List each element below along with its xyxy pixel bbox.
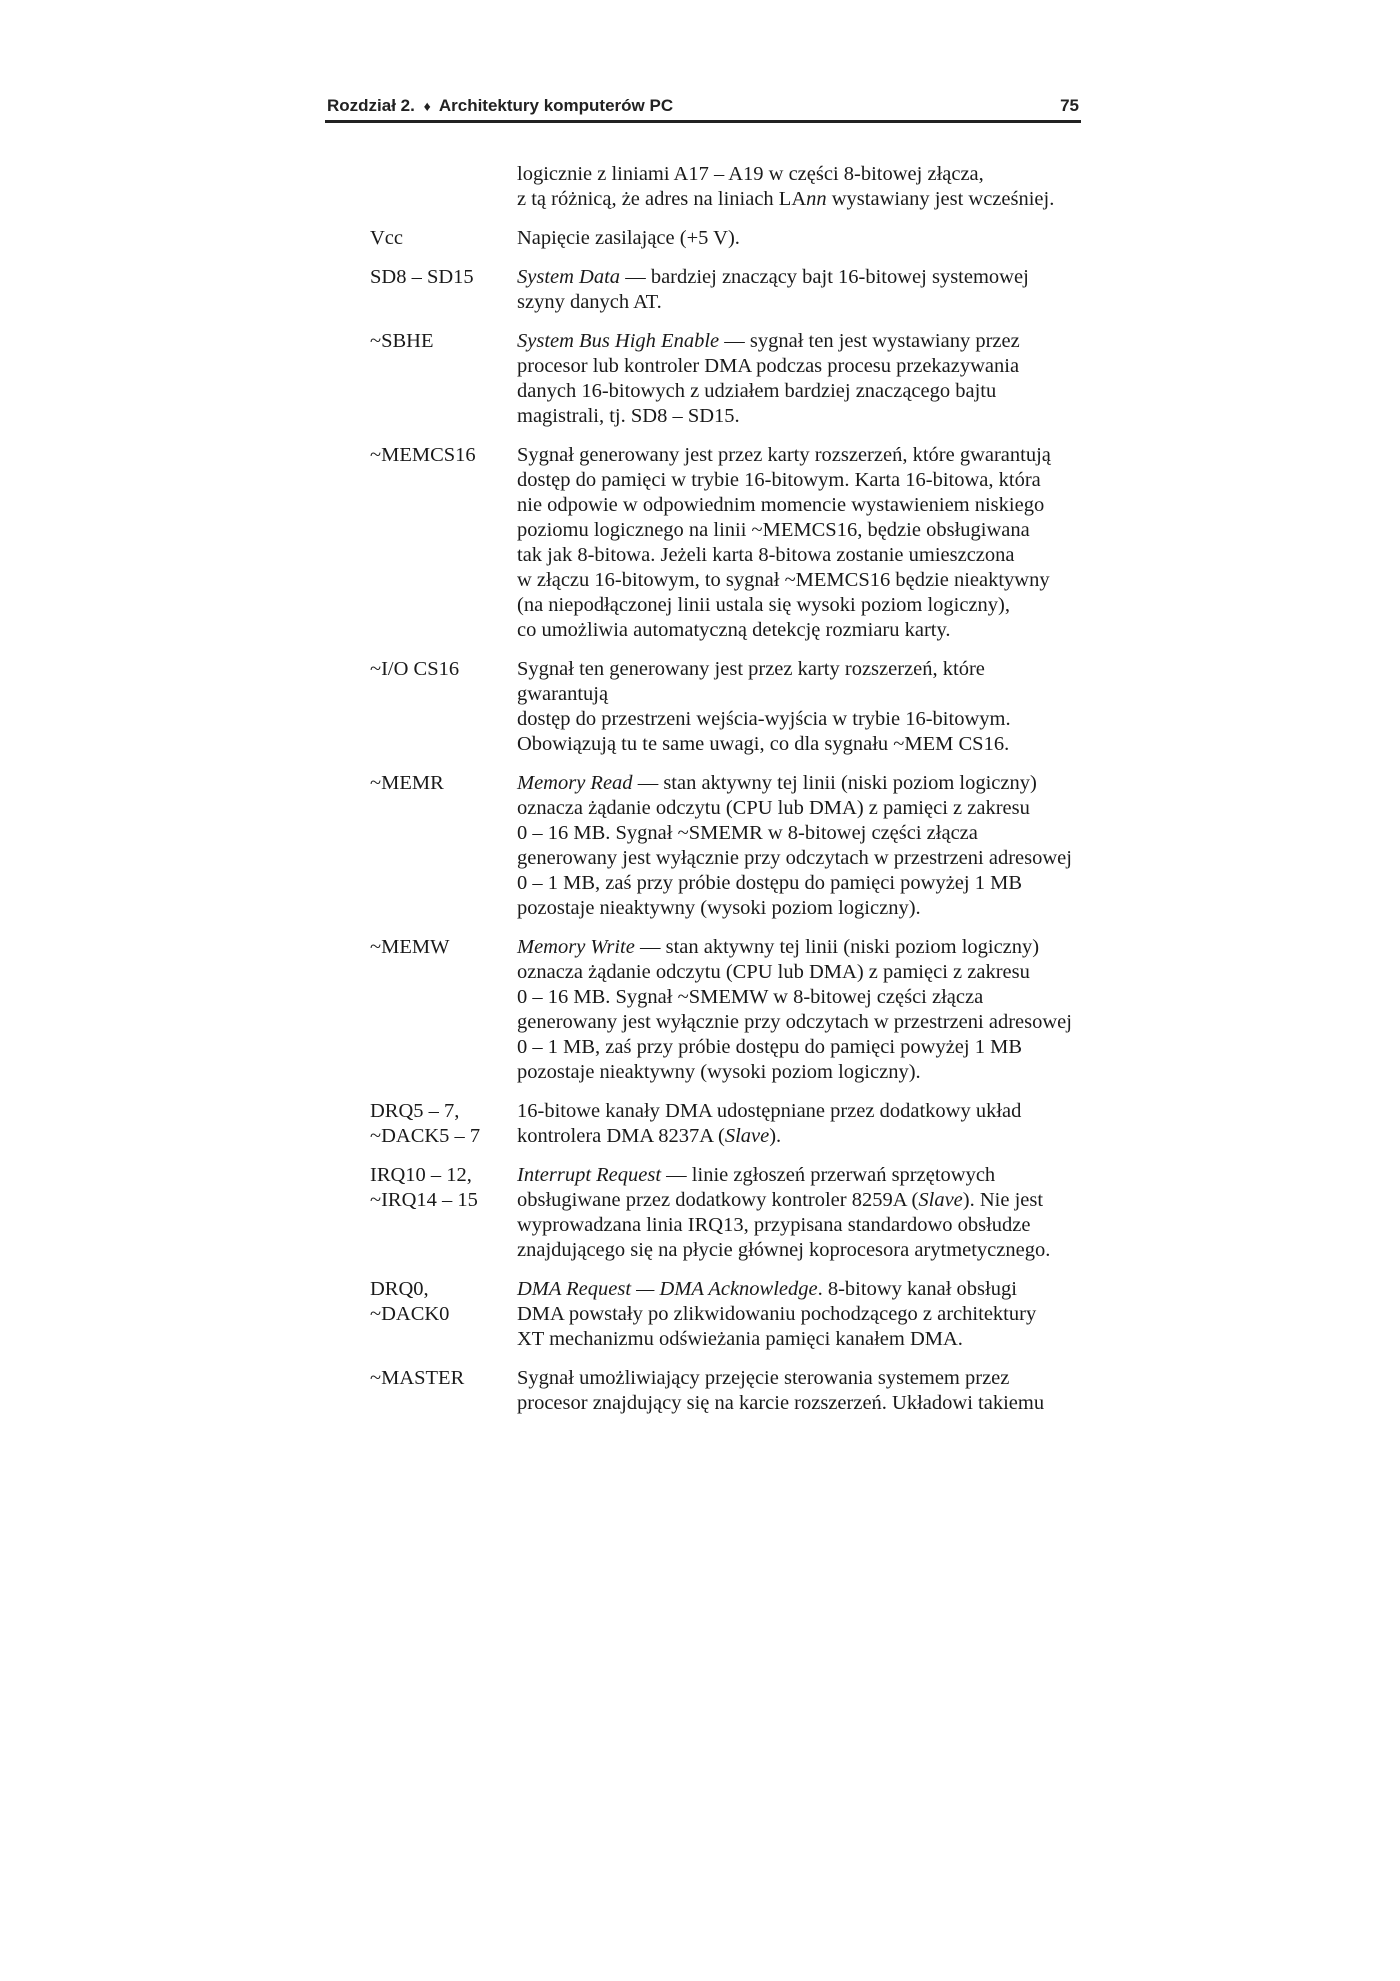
- description-line: [517, 493, 1080, 518]
- description-line: [517, 1366, 1080, 1391]
- signal-definition-list: [370, 162, 1080, 1430]
- text-run: dostęp do przestrzeni wejścia-wyjścia w trybie 16-bitowym.: [517, 708, 1011, 730]
- italic-text: Interrupt Request: [517, 1164, 662, 1186]
- signal-name-line: ~I/O CS16: [370, 658, 460, 680]
- description-line: [517, 468, 1080, 493]
- text-run: generowany jest wyłącznie przy odczytach w przestrzeni adresowej: [517, 1011, 1072, 1033]
- text-run: procesor znajdujący się na karcie rozszerzeń. Układowi takiemu: [517, 1392, 1045, 1414]
- signal-name: [370, 443, 517, 643]
- text-run: oznacza żądanie odczytu (CPU lub DMA) z pamięci z zakresu: [517, 961, 1030, 983]
- signal-entry: [370, 935, 1080, 1085]
- description-line: [517, 1060, 1080, 1085]
- signal-name: [370, 329, 517, 429]
- signal-description: [517, 226, 1080, 251]
- text-run: Sygnał generowany jest przez karty rozszerzeń, które gwarantują: [517, 444, 1051, 466]
- text-run: generowany jest wyłącznie przy odczytach w przestrzeni adresowej: [517, 847, 1072, 869]
- description-line: [517, 329, 1080, 354]
- description-line: [517, 1238, 1080, 1263]
- signal-entry: [370, 162, 1080, 212]
- description-line: [517, 796, 1080, 821]
- text-run: z tą różnicą, że adres na liniach LA: [517, 188, 807, 210]
- text-run: wystawiany jest wcześniej.: [826, 188, 1055, 210]
- signal-name-line: ~DACK5 – 7: [370, 1125, 481, 1147]
- signal-description: [517, 935, 1080, 1085]
- description-line: [517, 568, 1080, 593]
- signal-name: [370, 657, 517, 757]
- description-line: [517, 1163, 1080, 1188]
- signal-name-line: ~DACK0: [370, 1303, 450, 1325]
- text-run: pozostaje nieaktywny (wysoki poziom logiczny).: [517, 897, 921, 919]
- signal-description: [517, 1163, 1080, 1263]
- signal-name-line: SD8 – SD15: [370, 266, 474, 288]
- diamond-icon: ♦: [423, 98, 431, 114]
- description-line: [517, 960, 1080, 985]
- running-header: [327, 96, 673, 116]
- description-line: [517, 1099, 1080, 1124]
- signal-description: [517, 443, 1080, 643]
- text-run: — sygnał ten jest wystawiany przez: [719, 330, 1020, 352]
- text-run: wyprowadzana linia IRQ13, przypisana standardowo obsłudze: [517, 1214, 1031, 1236]
- text-run: Sygnał ten generowany jest przez karty rozszerzeń, które gwarantują: [517, 658, 985, 705]
- signal-name-line: DRQ5 – 7,: [370, 1100, 460, 1122]
- text-run: 0 – 16 MB. Sygnał ~SMEMW w 8-bitowej części złącza: [517, 986, 984, 1008]
- signal-name-line: ~SBHE: [370, 330, 434, 352]
- description-line: [517, 162, 1080, 187]
- description-line: [517, 226, 1080, 251]
- text-run: poziomu logicznego na linii ~MEMCS16, będzie obsługiwana: [517, 519, 1030, 541]
- signal-name: [370, 935, 517, 1085]
- description-line: [517, 404, 1080, 429]
- description-line: [517, 354, 1080, 379]
- text-run: kontrolera DMA 8237A (: [517, 1125, 725, 1147]
- description-line: [517, 935, 1080, 960]
- description-line: [517, 1010, 1080, 1035]
- text-run: nie odpowie w odpowiednim momencie wystawieniem niskiego: [517, 494, 1045, 516]
- description-line: [517, 657, 1080, 707]
- signal-name-line: ~MEMR: [370, 772, 444, 794]
- signal-name-line: ~MEMCS16: [370, 444, 476, 466]
- description-line: [517, 821, 1080, 846]
- text-run: w złączu 16-bitowym, to sygnał ~MEMCS16 będzie nieaktywny: [517, 569, 1050, 591]
- text-run: 0 – 1 MB, zaś przy próbie dostępu do pamięci powyżej 1 MB: [517, 872, 1023, 894]
- text-run: oznacza żądanie odczytu (CPU lub DMA) z pamięci z zakresu: [517, 797, 1030, 819]
- italic-text: DMA Request — DMA Acknowledge: [517, 1278, 818, 1300]
- description-line: [517, 771, 1080, 796]
- text-run: logicznie z liniami A17 – A19 w części 8-bitowej złącza,: [517, 163, 984, 185]
- signal-name: [370, 265, 517, 315]
- signal-entry: [370, 771, 1080, 921]
- text-run: Obowiązują tu te same uwagi, co dla sygnału ~MEM CS16.: [517, 733, 1010, 755]
- description-line: [517, 1188, 1080, 1213]
- signal-name-line: DRQ0,: [370, 1278, 429, 1300]
- signal-name-line: ~IRQ14 – 15: [370, 1189, 478, 1211]
- text-run: Napięcie zasilające (+5 V).: [517, 227, 740, 249]
- text-run: pozostaje nieaktywny (wysoki poziom logiczny).: [517, 1061, 921, 1083]
- description-line: [517, 1302, 1080, 1327]
- signal-description: [517, 162, 1080, 212]
- italic-text: Memory Write: [517, 936, 635, 958]
- signal-name: [370, 1163, 517, 1263]
- signal-description: [517, 771, 1080, 921]
- text-run: 0 – 16 MB. Sygnał ~SMEMR w 8-bitowej części złącza: [517, 822, 978, 844]
- text-run: 0 – 1 MB, zaś przy próbie dostępu do pamięci powyżej 1 MB: [517, 1036, 1023, 1058]
- description-line: [517, 543, 1080, 568]
- signal-name: [370, 1366, 517, 1416]
- signal-name: [370, 162, 517, 212]
- description-line: [517, 1277, 1080, 1302]
- signal-description: [517, 1366, 1080, 1416]
- signal-name-line: Vcc: [370, 227, 404, 249]
- description-line: [517, 1391, 1080, 1416]
- description-line: [517, 593, 1080, 618]
- description-line: [517, 871, 1080, 896]
- description-line: [517, 187, 1080, 212]
- text-run: znajdującego się na płycie głównej koprocesora arytmetycznego.: [517, 1239, 1051, 1261]
- description-line: [517, 732, 1080, 757]
- signal-description: [517, 1099, 1080, 1149]
- italic-text: Slave: [724, 1125, 770, 1147]
- page-number: 75: [1060, 96, 1079, 115]
- description-line: [517, 290, 1080, 315]
- signal-description: [517, 1277, 1080, 1352]
- signal-entry: [370, 329, 1080, 429]
- italic-text: nn: [806, 188, 827, 210]
- description-line: [517, 1327, 1080, 1352]
- signal-description: [517, 329, 1080, 429]
- signal-name: [370, 226, 517, 251]
- description-line: [517, 1035, 1080, 1060]
- italic-text: System Data: [517, 266, 621, 288]
- text-run: 16-bitowe kanały DMA udostępniane przez dodatkowy układ: [517, 1100, 1022, 1122]
- description-line: [517, 896, 1080, 921]
- signal-entry: [370, 226, 1080, 251]
- page-header: [325, 96, 1081, 123]
- signal-entry: [370, 1163, 1080, 1263]
- italic-text: Memory Read: [517, 772, 633, 794]
- text-run: XT mechanizmu odświeżania pamięci kanałem DMA.: [517, 1328, 963, 1350]
- description-line: [517, 846, 1080, 871]
- description-line: [517, 1213, 1080, 1238]
- text-run: DMA powstały po zlikwidowaniu pochodzącego z architektury: [517, 1303, 1037, 1325]
- signal-description: [517, 265, 1080, 315]
- text-run: tak jak 8-bitowa. Jeżeli karta 8-bitowa zostanie umieszczona: [517, 544, 1015, 566]
- description-line: [517, 618, 1080, 643]
- text-run: procesor lub kontroler DMA podczas procesu przekazywania: [517, 355, 1020, 377]
- signal-description: [517, 657, 1080, 757]
- description-line: [517, 707, 1080, 732]
- chapter-label: Rozdział 2.: [327, 96, 415, 115]
- text-run: — stan aktywny tej linii (niski poziom logiczny): [634, 936, 1040, 958]
- text-run: — stan aktywny tej linii (niski poziom logiczny): [632, 772, 1037, 794]
- signal-name: [370, 1277, 517, 1352]
- signal-entry: [370, 1099, 1080, 1149]
- description-line: [517, 443, 1080, 468]
- signal-name-line: IRQ10 – 12,: [370, 1164, 472, 1186]
- text-run: — linie zgłoszeń przerwań sprzętowych: [661, 1164, 996, 1186]
- description-line: [517, 379, 1080, 404]
- signal-name-line: ~MASTER: [370, 1367, 465, 1389]
- signal-entry: [370, 265, 1080, 315]
- text-run: ). Nie jest: [962, 1189, 1044, 1211]
- description-line: [517, 265, 1080, 290]
- text-run: obsługiwane przez dodatkowy kontroler 8259A (: [517, 1189, 919, 1211]
- text-run: magistrali, tj. SD8 – SD15.: [517, 405, 740, 427]
- signal-entry: [370, 443, 1080, 643]
- signal-entry: [370, 657, 1080, 757]
- signal-name-line: ~MEMW: [370, 936, 450, 958]
- text-run: — bardziej znaczący bajt 16-bitowej systemowej: [620, 266, 1029, 288]
- text-run: dostęp do pamięci w trybie 16-bitowym. Karta 16-bitowa, która: [517, 469, 1041, 491]
- signal-entry: [370, 1277, 1080, 1352]
- text-run: szyny danych AT.: [517, 291, 662, 313]
- text-run: ).: [769, 1125, 782, 1147]
- italic-text: System Bus High Enable: [517, 330, 720, 352]
- description-line: [517, 985, 1080, 1010]
- text-run: co umożliwia automatyczną detekcję rozmiaru karty.: [517, 619, 951, 641]
- signal-name: [370, 771, 517, 921]
- italic-text: Slave: [918, 1189, 963, 1211]
- text-run: Sygnał umożliwiający przejęcie sterowania systemem przez: [517, 1367, 1010, 1389]
- signal-name: [370, 1099, 517, 1149]
- text-run: . 8-bitowy kanał obsługi: [817, 1278, 1017, 1300]
- text-run: danych 16-bitowych z udziałem bardziej znaczącego bajtu: [517, 380, 997, 402]
- description-line: [517, 1124, 1080, 1149]
- signal-entry: [370, 1366, 1080, 1416]
- text-run: (na niepodłączonej linii ustala się wysoki poziom logiczny),: [517, 594, 1011, 616]
- description-line: [517, 518, 1080, 543]
- chapter-title: Architektury komputerów PC: [438, 96, 674, 115]
